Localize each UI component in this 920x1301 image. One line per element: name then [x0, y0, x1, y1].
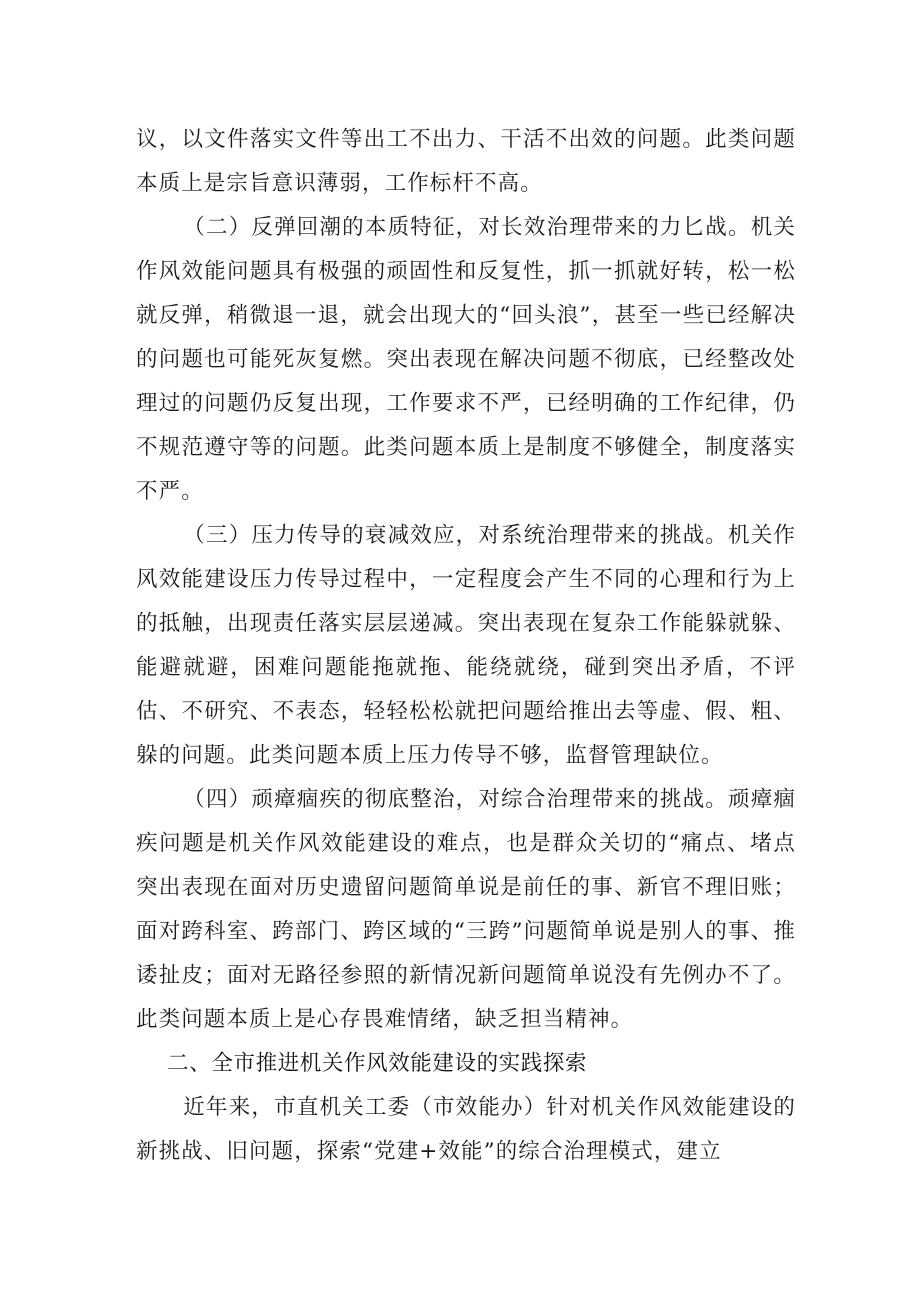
paragraph-section-intro: 近年来，市直机关工委（市效能办）针对机关作风效能建设的新挑战、旧问题，探索“党建+效能”的综合治理模式，建立 — [136, 1095, 796, 1164]
paragraph-continuation: 议，以文件落实文件等出工不出力、干活不出效的问题。此类问题本质上是宗旨意识薄弱，工作标杆不高。 — [136, 127, 796, 196]
document-body — [136, 118, 796, 1174]
paragraph-item-four: （四）顽瘴痼疾的彻底整治，对综合治理带来的挑战。顽瘴痼疾问题是机关作风效能建设的难点，也是群众关切的“痛点、堵点突出表现在面对历史遗留问题简单说是前任的事、新官不理旧账；面对跨科室、跨部门、跨区域的“三跨”问题简单说是别人的事、推诿扯皮；面对无路径参照的新情况新问题简单说没有先例办不了。此类问题本质上是心存畏难情绪，缺乏担当精神。 — [136, 787, 796, 1032]
paragraph-item-three: （三）压力传导的衰减效应，对系统治理带来的挑战。机关作风效能建设压力传导过程中，一定程度会产生不同的心理和行为上的抵触，出现责任落实层层递减。突出表现在复杂工作能躲就躲、能避就避，困难问题能拖就拖、能绕就绕，碰到突出矛盾，不评估、不研究、不表态，轻轻松松就把问题给推出去等虚、假、粗、躲的问题。此类问题本质上压力传导不够，监督管理缺位。 — [136, 523, 796, 768]
section-heading: 二、全市推进机关作风效能建设的实践探索 — [167, 1051, 588, 1076]
paragraph-item-two: （二）反弹回潮的本质特征，对长效治理带来的力匕战。机关作风效能问题具有极强的顽固性和反复性，抓一抓就好转，松一松就反弹，稍微退一退，就会出现大的“回头浪”，甚至一些已经解决的问题也可能死灰复燃。突出表现在解决问题不彻底，已经整改处理过的问题仍反复出现，工作要求不严，已经明确的工作纪律，仍不规范遵守等的问题。此类问题本质上是制度不够健全，制度落实不严。 — [136, 215, 796, 504]
